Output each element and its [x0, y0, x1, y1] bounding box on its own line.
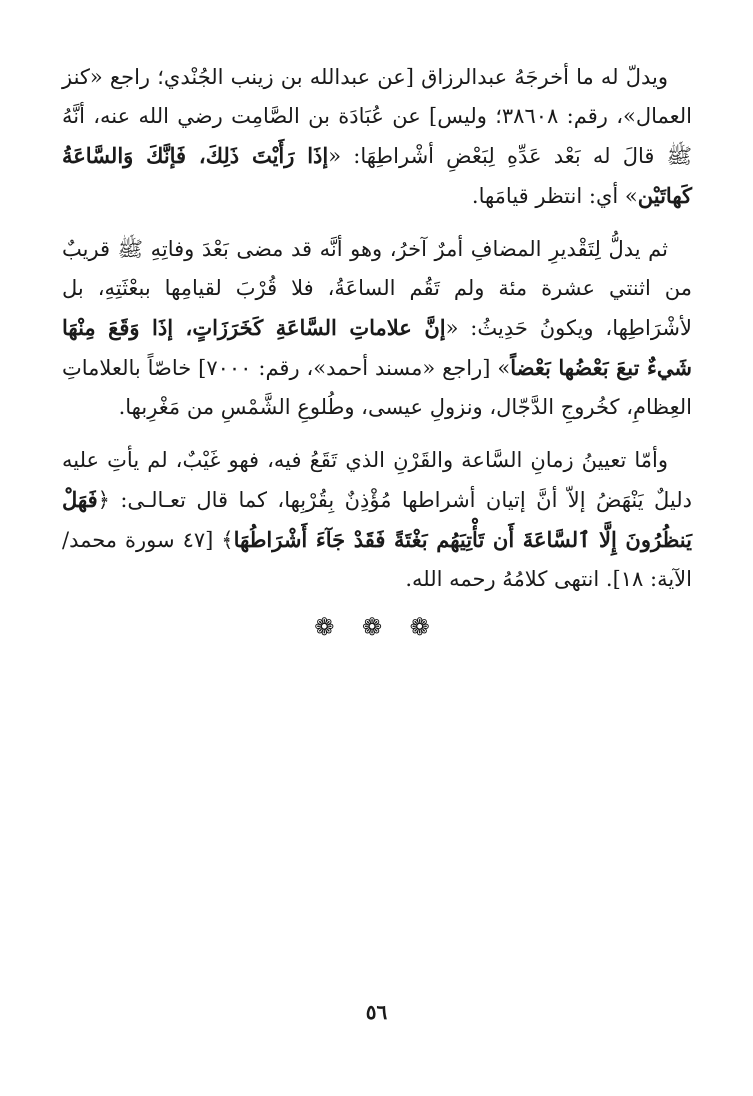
- paragraph-2-text-b: » [راجع «مسند أحمد»، رقم: ٧٠٠٠] خاصّاً بالعلاماتِ العِظامِ، كخُروجِ الدَّجّال، ونزولِ عيسى، وطُلوعِ الشَّمْسِ من مَغْرِبها.: [62, 356, 692, 419]
- paragraph-1: [62, 58, 692, 216]
- hadith-quote-1: إذَا رَأَيْتَ ذَلِكَ، فَإنَّكَ وَالسَّاعَةُ كَهاتَيْن: [62, 143, 692, 208]
- paragraph-1-text-a: ويدلّ له ما أخرجَهُ عبدالرزاق [عن عبدالله بن زينب الجُنْدي؛ راجع «كنز العمال»، رقم: ٣٨٦٠٨؛ وليس] عن عُبَادَة بن الصَّامِت رضي الله عنه، أنَّهُ ﷺ قالَ له بَعْد عَدِّهِ لِبَعْضِ أشْراطِهَا: «: [62, 65, 692, 168]
- page-number: ٥٦: [365, 1000, 388, 1024]
- section-divider-ornament-icon: ❁ ❁ ❁: [314, 613, 440, 641]
- quran-verse: فَهَلْ يَنظُرُونَ إِلَّا ٱلسَّاعَةَ أَن تَأْتِيَهُم بَغْتَةً فَقَدْ جَآءَ أَشْرَاطُهَا: [62, 487, 692, 552]
- paragraph-1-text-b: » أي: انتظر قيامَها.: [471, 184, 638, 208]
- page-body: [62, 58, 692, 641]
- paragraph-2: [62, 230, 692, 427]
- hadith-quote-2: إنَّ علاماتِ السَّاعَةِ كَخَرَزَاتٍ، إذَا وَقَعَ مِنْهَا شَيءٌ تبعَ بَعْضُها بَعْضاً: [62, 315, 693, 380]
- paragraph-3-text-a: وأمّا تعيينُ زمانِ السَّاعة والقَرْنِ الذي تَقَعُ فيه، فهو غَيْبٌ، لم يأتِ عليه دليلٌ يَنْهَضُ إلاّ أنَّ إتيان أشراطها مُؤْذِنٌ بِقُرْبِها، كما قال تعـالـى: ﴿: [62, 448, 692, 512]
- paragraph-2-text-a: ثم يدلُّ لِتَقْديرِ المضافِ أمرٌ آخرُ، وهو أنَّه قد مضى بَعْدَ وفاتِهِ ﷺ قريبٌ من اثنتي عشرة مئة ولم تَقُم الساعَةُ، فلا قُرْبَ لقيامِها ببعْثَتِهِ، بل لأشْرَاطِها، ويكونُ حَدِيثُ: «: [62, 237, 692, 340]
- paragraph-3-text-b: ﴾ [٤٧ سورة محمد/ الآية: ١٨]. انتهى كلامُهُ رحمه الله.: [62, 528, 692, 591]
- paragraph-3: [62, 441, 692, 599]
